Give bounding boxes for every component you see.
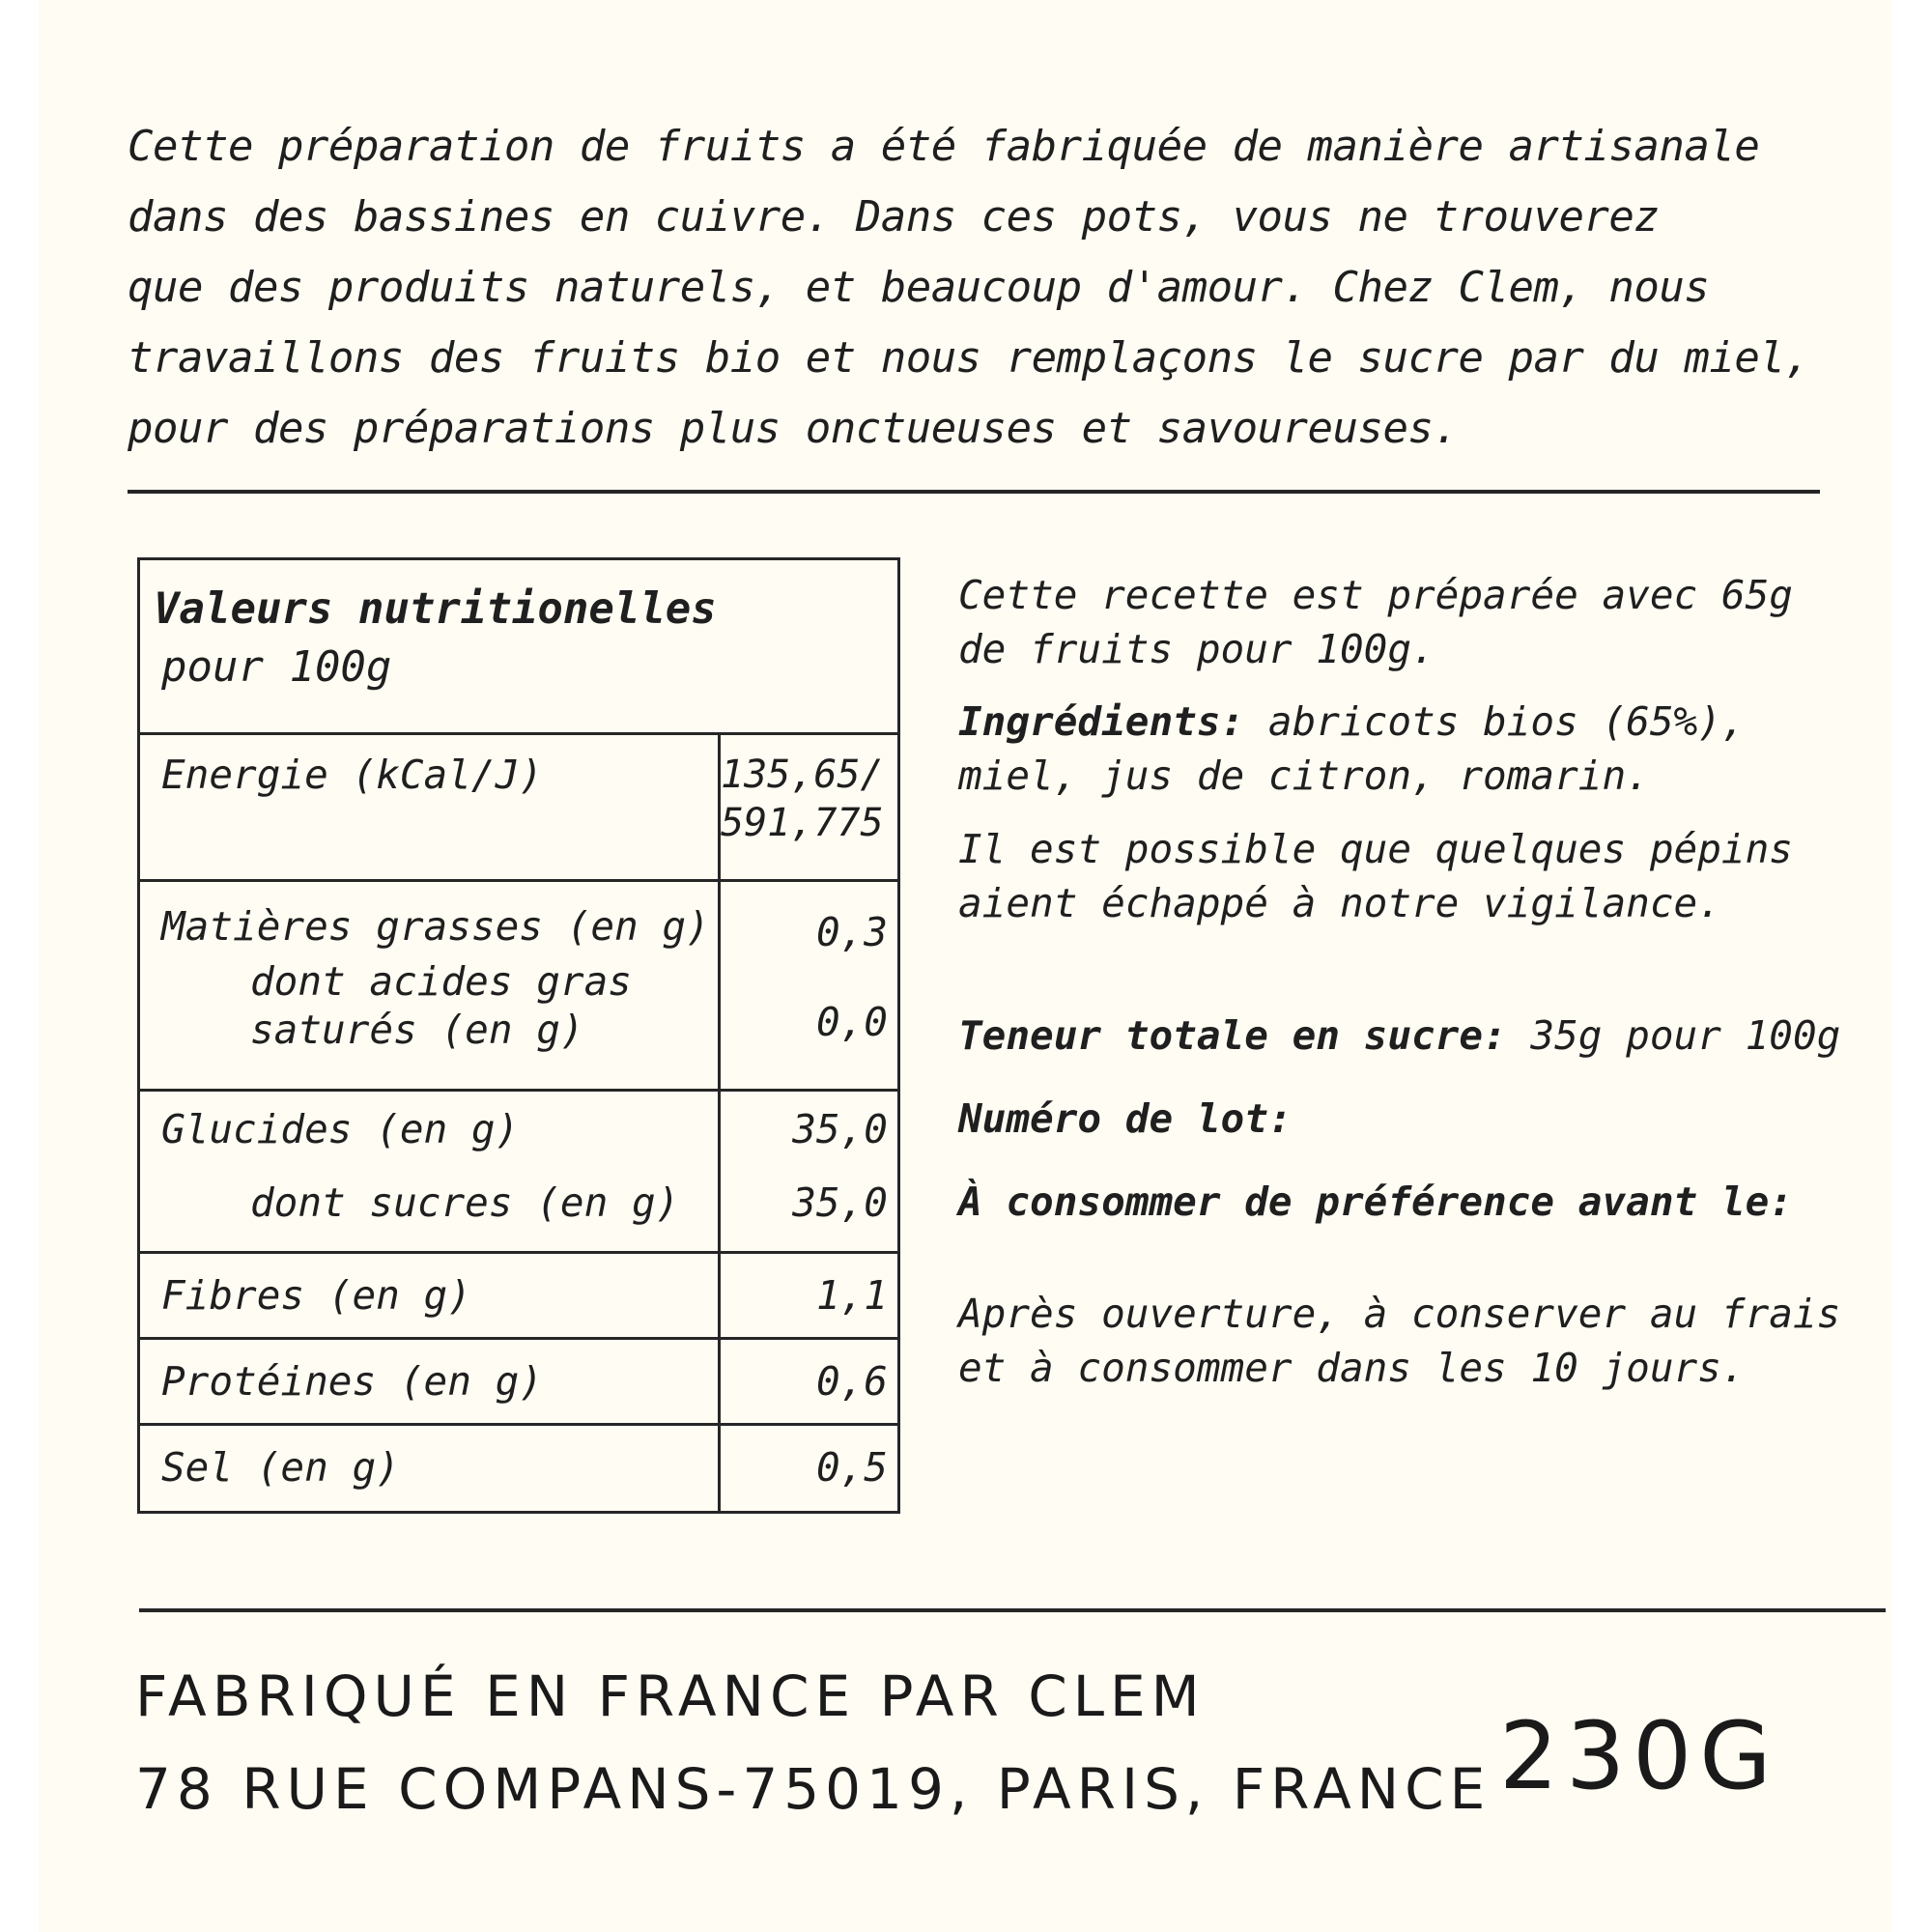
manufacturer-line: FABRIQUÉ EN FRANCE PAR CLEM [135,1663,1206,1729]
row-value: 1,1 [815,1272,888,1319]
intro-line: que des produits naturels, et beaucoup d'amour. Chez Clem, nous [128,263,1710,312]
sugar-content [958,1009,1840,1063]
nutrition-row-fat [140,882,897,1092]
nutrition-row-salt [140,1426,897,1511]
pips-warning: Il est possible que quelques pépins [958,826,1793,872]
recipe-text: Cette recette est préparée avec 65g [958,572,1793,618]
row-label: Sel (en g) [161,1444,400,1491]
row-value: 135,65/ [721,753,884,797]
nutrition-title: Valeurs nutritionelles [154,584,717,634]
ingredients-line [958,695,1746,749]
row-sublabel: saturés (en g) [250,1007,584,1053]
ingredients-text: miel, jus de citron, romarin. [958,753,1650,799]
nutrition-subtitle: pour 100g [161,642,392,692]
row-value: 591,775 [721,801,884,845]
row-label: Fibres (en g) [161,1272,471,1319]
nutrition-table [137,557,900,1514]
intro-line: dans des bassines en cuivre. Dans ces pots, vous ne trouverez [128,192,1660,242]
intro-paragraph [128,111,1886,464]
row-value: 35,0 [792,1106,888,1152]
row-label: Matières grasses (en g) [161,903,710,950]
nutrition-row-carbs [140,1092,897,1254]
top-divider [128,490,1820,494]
sugar-value: 35g pour 100g [1506,1012,1841,1059]
intro-line: pour des préparations plus onctueuses et savoureuses. [128,404,1459,453]
ingredients-label: Ingrédients: [958,698,1245,745]
nutrition-row-energy [140,735,897,882]
row-subvalue: 0,0 [815,999,888,1045]
best-before-label: À consommer de préférence avant le: [958,1179,1793,1225]
storage-text: et à consommer dans les 10 jours. [958,1345,1746,1391]
row-label: Protéines (en g) [161,1358,543,1405]
nutrition-header [140,560,897,735]
recipe-text: de fruits pour 100g. [958,626,1435,672]
ingredients-text: abricots bios (65%), [1244,698,1746,745]
label-card [39,0,1891,1932]
lot-number-label: Numéro de lot: [958,1095,1293,1142]
net-weight: 230G [1499,1702,1779,1810]
pips-warning: aient échappé à notre vigilance. [958,880,1721,926]
row-subvalue: 35,0 [792,1179,888,1226]
intro-line: travaillons des fruits bio et nous remplaçons le sucre par du miel, [128,333,1810,383]
address-line: 78 RUE COMPANS-75019, PARIS, FRANCE [135,1756,1492,1822]
bottom-divider [139,1608,1886,1612]
row-value: 0,5 [815,1444,888,1491]
nutrition-row-fibre [140,1254,897,1340]
row-label: Glucides (en g) [161,1106,520,1152]
storage-text: Après ouverture, à conserver au frais [958,1291,1841,1337]
row-label: Energie (kCal/J) [161,752,543,798]
row-sublabel: dont acides gras [250,958,632,1005]
nutrition-row-protein [140,1340,897,1426]
row-value: 0,3 [815,909,888,955]
row-sublabel: dont sucres (en g) [250,1179,680,1226]
row-value: 0,6 [815,1358,888,1405]
sugar-label: Teneur totale en sucre: [958,1012,1507,1059]
intro-line: Cette préparation de fruits a été fabriquée de manière artisanale [128,122,1760,171]
